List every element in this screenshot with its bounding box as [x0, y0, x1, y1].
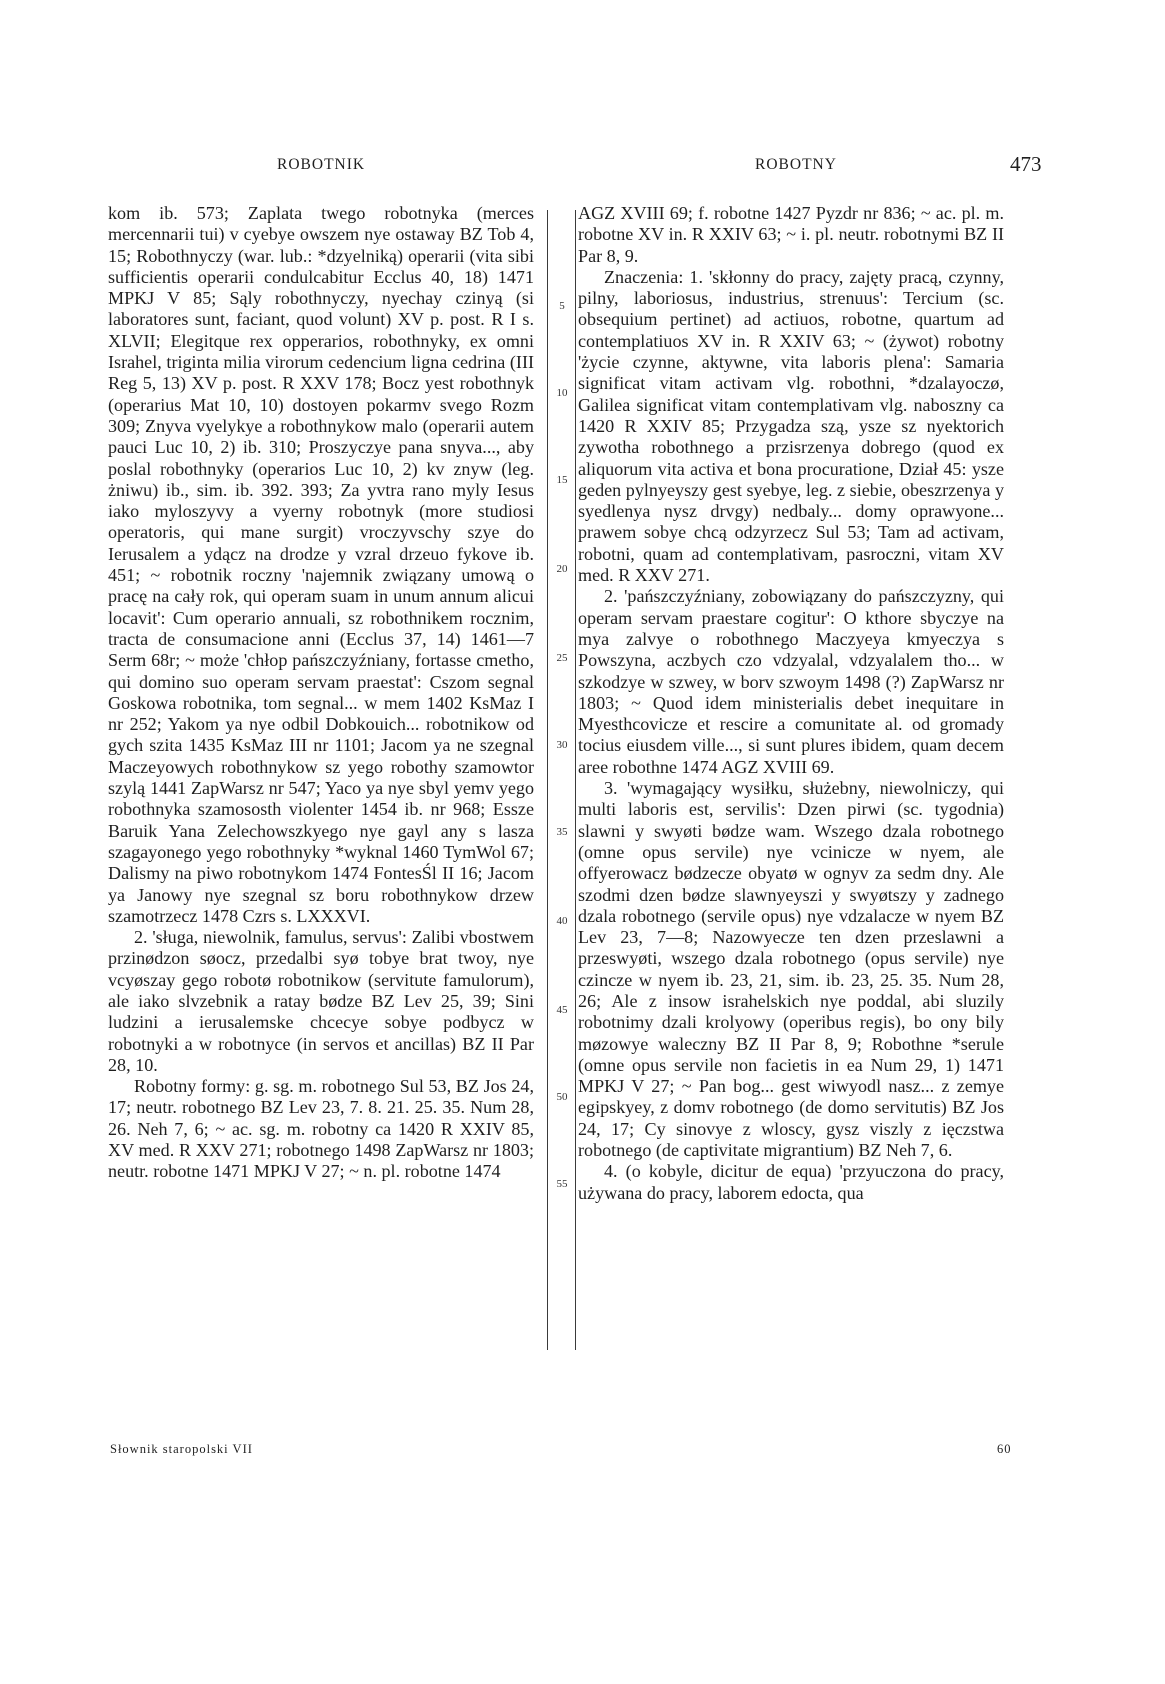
entry-paragraph: kom ib. 573; Zaplata twego robotnyka (merces mercennarii tui) v cyebye owszem nye ostaway BZ Tob 4, 15; Robothnyczy (war. lub.: *dzyelniką) operarii (vita sibi sufficientis operarii condulcabitur Ecclus 40, 18) 1471 MPKJ V 85; Sąly robothnyczy, nyechay czinyą (si laboratores sunt, faciant, quod volunt) XV p. post. R I s. XLVII; Elegitque rex opperarios, robothnyky, ex omni Israhel, triginta milia virorum cedencium ligna cedrina (III Reg 5, 13) XV p. post. R XXV 178; Bocz yest robothnyk (operarius Mat 10, 10) dostoyen pokarmv svego Rozm 309; Znyva vyelykye a robothnykow malo (operarii autem pauci Luc 10, 2) ib. 310; Proszyczye pana snyva..., aby poslal robothnyky (operarios Luc 10, 2) kv znyw (leg. żniwu) ib., sim. ib. 392. 393; Za yvtra rano myly Iesus iako myloszyvy a vyerny robotnyk (more studiosi operatoris, qui mane surgit) vroczyvschy szye do Ierusalem a ydącz na drodze y vzral drzeuo fykove ib. 451; ~ robotnik roczny 'najemnik związany umową o pracę na cały rok, qui operam suam in unum annum alicui locavit': Cum operario annuali, sz robothnikem rocznim, tracta de consumacione anni (Ecclus 37, 14) 1461—7 Serm 68r; ~ może 'chłop pańszczyźniany, fortasse cmetho, qui domino suo operam servam praestat': Cszom segnal Goskowa robotnika, tom segnal... w mem 1402 KsMaz I nr 252; Yakom ya nye odbil Dobkouich... robotnikow od gych szita 1435 KsMaz III nr 1101; Jacom ya ne szegnal Maczeyowych robothnykow sz yego robothy szamowtor szylą 1441 ZapWarsz nr 547; Yaco ya nye sbyl yemv yego robothnyka szamososth violenter 1454 ib. nr 968; Essze Baruik Yana Zelechowszkyego nye gayl any s lasza szagayonego yego robothnyky *wyknal 1460 TymWol 67; Dalismy na piwo robotnykom 1474 FontesŚl II 16; Jacom ya Janowy nye szegnal sz boru robothnykow drzew szamotrzecz 1478 Czrs s. LXXXVI. — [108, 203, 534, 926]
running-head-left: ROBOTNIK — [277, 156, 366, 173]
running-head-right: ROBOTNY — [755, 156, 837, 173]
line-number: 40 — [556, 915, 568, 927]
entry-paragraph: AGZ XVIII 69; f. robotne 1427 Pyzdr nr 836; ~ ac. pl. m. robotne XV in. R XXIV 63; ~ i. pl. neutr. robotnymi BZ II Par 8, 9. — [578, 203, 1004, 266]
line-number: 30 — [556, 739, 568, 751]
entry-paragraph: Znaczenia: 1. 'skłonny do pracy, zajęty pracą, czynny, pilny, laboriosus, industrius, strenuus': Tercium (sc. obsequium pertinet) ad actiuos, robotne, quartum ad contemplatiuos XV in. R XXIV 63; ~ (żywot) robotny 'życie czynne, aktywne, vita laboris plena': Samaria significat vitam activam vlg. robothni, *dzalayoczø, Galilea significat vitam contemplativam vlg. naboszny ca 1420 R XXIV 85; Przygadza szą, ysze sz nyektorich zywotha robothnego a przisrzenya dobrego (quod ex aliquorum vita activa et bona procuratione, Dział 45: ysze geden pylnyeyszy gest syebye, leg. z siebie, obeszrzenya y syedlenya nysz drvgy) nedbaly... domy oprawyone... prawem sobye chcą odzyrzecz Sul 53; Tam ad activam, robotni, quam ad contemplativam, pasroczni, vitam XV med. R XXV 271. — [578, 266, 1004, 586]
left-column — [108, 203, 534, 1183]
page-number: 473 — [1010, 152, 1042, 176]
line-number: 45 — [556, 1004, 568, 1016]
right-column — [578, 203, 1004, 1204]
footer-series-title: Słownik staropolski VII — [110, 1442, 253, 1456]
line-number: 20 — [556, 563, 568, 575]
line-number: 55 — [556, 1178, 568, 1190]
entry-paragraph: 4. (o kobyle, dicitur de equa) 'przyuczona do pracy, używana do pracy, laborem edocta, qua — [578, 1161, 1004, 1203]
column-divider — [547, 210, 548, 1350]
entry-paragraph: 2. 'sługa, niewolnik, famulus, servus': Zalibi vbostwem przinødzon søocz, przedalbi syø tobye brat twoy, nye vcyøszay gego robotø robotnikow (servitute famulorum), ale iako slvzebnik a ratay bødze BZ Lev 25, 39; Sini ludzini a ierusalemske chcecye sobye podbycz w robotnyki a w robotnyce (in servos et ancillas) BZ II Par 28, 10. — [108, 927, 534, 1075]
line-number: 15 — [556, 474, 568, 486]
line-number: 25 — [556, 652, 568, 664]
signature-mark: 60 — [997, 1442, 1012, 1456]
entry-paragraph: 3. 'wymagający wysiłku, służebny, niewolniczy, qui multi laboris est, servilis': Dzen pirwi (sc. tygodnia) slawni y swyøti bødze wam. Wszego dzala robotnego (omne opus servile) nye vcinicze w nyem, ale offyerowacz bødzecze obyatø w ognyv za sedm dny. Ale szodmi dzen bødze slawnyeyszi y swyøtszy y zadnego dzala robotnego (servile opus) nye vdzalacze w nyem BZ Lev 23, 7—8; Nazowyecze ten dzen przeslawni a przeswyøti, wszego dzala robotnego (opus servile) nye czincze w nyem ib. 23, 21, sim. ib. 23, 25. 35. Num 28, 26; Ale z insow israhelskich nye poddal, abi sluzily robotnimy dzali krolyowy (operibus regis), bo ony bily møzowye waleczny BZ II Par 8, 9; Robothne *serule (omne opus servile non facietis in ea Num 29, 1) 1471 MPKJ V 27; ~ Pan bog... gest wiwyodl nasz... z zemye egipskyey, z domv robotnego (de domo servitutis) BZ Jos 24, 17; Cy sinovye z wloscy, gysz viszly z ięczstwa robotnego (de captivitate migrantium) BZ Neh 7, 6. — [578, 778, 1004, 1161]
line-number: 35 — [556, 826, 568, 838]
column-divider — [575, 210, 576, 1350]
line-number: 10 — [556, 387, 568, 399]
entry-paragraph: Robotny formy: g. sg. m. robotnego Sul 53, BZ Jos 24, 17; neutr. robotnego BZ Lev 23, 7. 8. 21. 25. 35. Num 28, 26. Neh 7, 6; ~ ac. sg. m. robotny ca 1420 R XXIV 85, XV med. R XXV 271; robotnego 1498 ZapWarsz nr 1803; neutr. robotne 1471 MPKJ V 27; ~ n. pl. robotne 1474 — [108, 1076, 534, 1182]
line-number: 50 — [556, 1091, 568, 1103]
line-number: 5 — [559, 300, 565, 312]
entry-paragraph: 2. 'pańszczyźniany, zobowiązany do pańszczyzny, qui operam servam praestare cogitur': O kthore sbyczye na mya zalvye o robothnego Maczyeya kmyeczya s Powszyna, aczbych czo vdzyalal, vdzyalalem tho... w szkodzye w szwey, w borv szwoym 1498 (?) ZapWarsz nr 1803; ~ Quod idem ministerialis debet inequitare in Myesthcovicze et rescire a comunitate al. od gromady tocius eiusdem ville..., si sunt plures ibidem, quam decem aree robothne 1474 AGZ XVIII 69. — [578, 586, 1004, 777]
